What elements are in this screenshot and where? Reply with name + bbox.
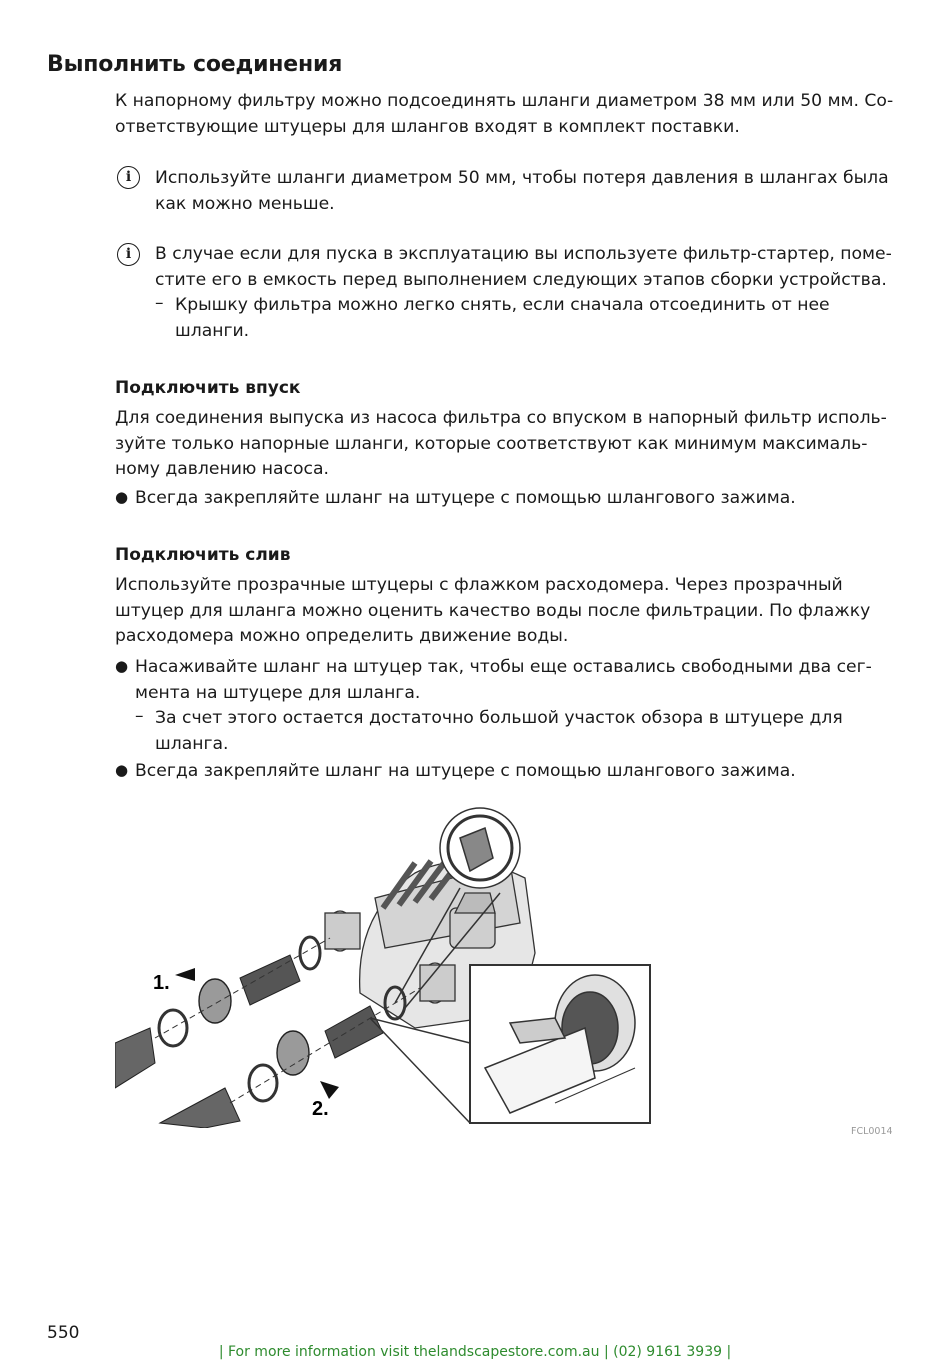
section-heading: Выполнить соединения [47, 52, 343, 77]
info-icon: i [117, 166, 140, 189]
drain-paragraph [115, 573, 870, 650]
text-line: Всегда закрепляйте шланг на штуцере с помощью шлангового зажима. [135, 488, 796, 508]
text-line: ному давлению насоса. [115, 459, 329, 479]
text-line: Используйте прозрачные штуцеры с флажком расходомера. Через прозрачный [115, 575, 843, 595]
info-icon: i [117, 243, 140, 266]
step-1-label: 1. [153, 972, 170, 994]
intro-paragraph [115, 89, 893, 140]
text-line: Крышку фильтра можно легко снять, если сначала отсоединить от нее [175, 295, 830, 315]
text-line: За счет этого остается достаточно большой участок обзора в штуцере для [155, 708, 843, 728]
note-1 [155, 166, 889, 217]
text-line: зуйте только напорные шланги, которые соответствуют как минимум максималь- [115, 433, 868, 454]
step-2-label: 2. [312, 1098, 329, 1120]
text-line: Насаживайте шланг на штуцер так, чтобы еще оставались свободными два сег- [135, 657, 872, 677]
text-line: мента на штуцере для шланга. [135, 682, 421, 703]
text-line: как можно меньше. [155, 193, 335, 214]
text-line: В случае если для пуска в эксплуатацию вы используете фильтр-стартер, поме- [155, 244, 892, 264]
bullet-icon: ● [115, 657, 129, 675]
text-line: шланга. [155, 733, 229, 754]
text-line: Всегда закрепляйте шланг на штуцере с помощью шлангового зажима. [135, 761, 796, 781]
hoses [115, 1028, 240, 1128]
footer-link[interactable]: | For more information visit thelandscapestore.com.au | (02) 9161 3939 | [218, 1344, 732, 1360]
bullet-icon: ● [115, 761, 129, 779]
text-line: штуцер для шланга можно оценить качество воды после фильтрации. По флажку [115, 600, 871, 621]
note-2-sub [175, 293, 830, 344]
text-line: Для соединения выпуска из насоса фильтра со впуском в напорный фильтр исполь- [115, 408, 887, 428]
inlet-paragraph [115, 406, 887, 483]
drain-bullet-1 [135, 655, 872, 706]
dash-marker: – [135, 706, 144, 726]
inlet-heading: Подключить впуск [115, 378, 301, 398]
hose-clamps [159, 1010, 277, 1101]
text-line: шланги. [175, 320, 250, 341]
text-line: стите его в емкость перед выполнением следующих этапов сборки устройства. [155, 269, 887, 290]
text-line: Используйте шланги диаметром 50 мм, чтобы потеря давления в шлангах была [155, 168, 889, 188]
text-line: ответствующие штуцеры для шлангов входят в комплект поставки. [115, 116, 740, 137]
text-line: расходомера можно определить движение воды. [115, 626, 569, 646]
assembly-illustration [115, 803, 655, 1128]
figure-code: FCL0014 [851, 1126, 893, 1137]
drain-bullet-2 [135, 759, 796, 785]
drain-sub [155, 706, 843, 757]
drain-heading: Подключить слив [115, 545, 291, 565]
bullet-icon: ● [115, 488, 129, 506]
inlet-bullet [135, 486, 796, 512]
dash-marker: – [155, 293, 164, 313]
page-number: 550 [47, 1323, 80, 1343]
text-line: К напорному фильтру можно подсоединять шланги диаметром 38 мм или 50 мм. Со- [115, 91, 894, 111]
note-2 [155, 242, 892, 293]
